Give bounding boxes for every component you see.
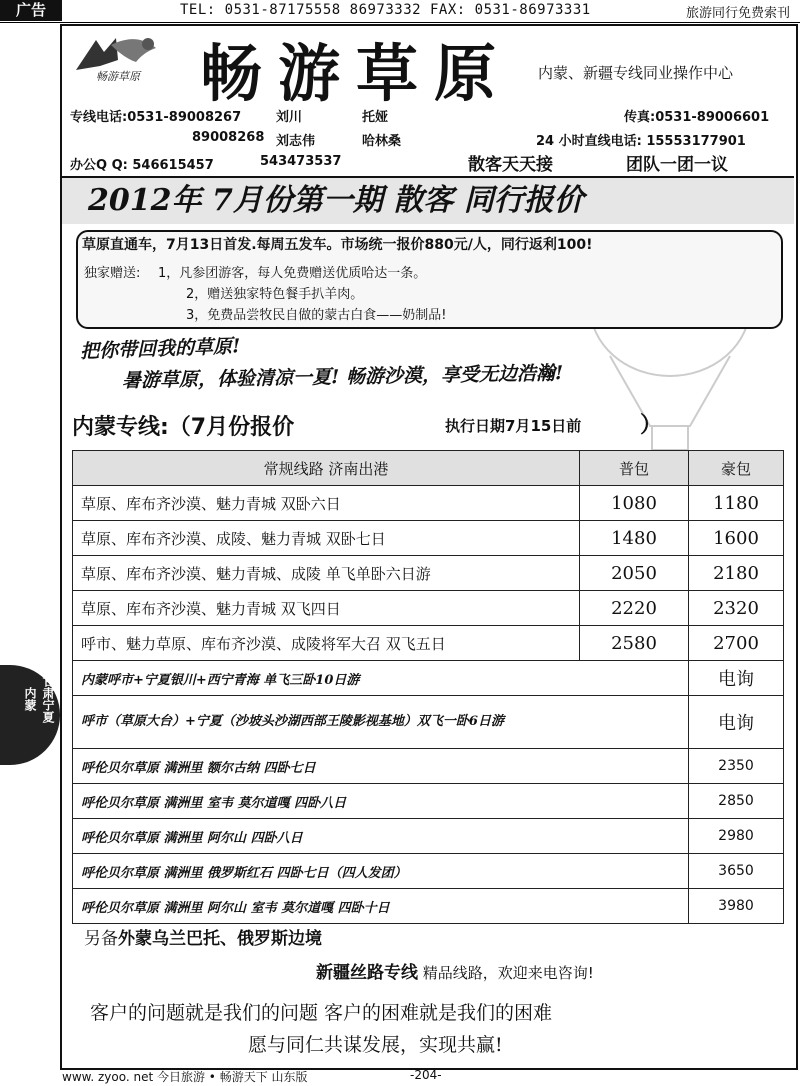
route-cell: 草原、库布齐沙漠、魅力青城 双卧六日 (73, 486, 580, 521)
route-cell: 呼伦贝尔草原 满洲里 室韦 莫尔道嘎 四卧八日 (73, 784, 689, 819)
slogan-left: 散客天天接 (468, 155, 553, 175)
table-row (73, 591, 784, 626)
contact-person-3: 刘志伟 (276, 134, 316, 149)
price-cell: 3980 (689, 889, 784, 924)
route-cell: 草原、库布齐沙漠、成陵、魅力青城 双卧七日 (73, 521, 580, 556)
table-row (73, 749, 784, 784)
std-price: 2050 (580, 556, 689, 591)
lux-price: 1180 (689, 486, 784, 521)
brand-name: 畅游草原 (200, 37, 513, 110)
table-row (73, 854, 784, 889)
std-price: 2220 (580, 591, 689, 626)
footer-text: www. zyoo. net 今日旅游 • 畅游天下 山东版 (62, 1070, 308, 1084)
table-row (73, 486, 784, 521)
contact-person-4: 哈林桑 (362, 134, 402, 149)
issue-title: 2012年 7月份第一期 散客 同行报价 (62, 178, 794, 224)
lux-price: 1600 (689, 521, 784, 556)
std-price: 2580 (580, 626, 689, 661)
gift-item: 3，免费品尝牧民自做的蒙古白食——奶制品! (186, 308, 447, 323)
extra-highlight-2: 新疆丝路专线 (316, 963, 418, 983)
region-side-tab (0, 665, 60, 765)
price-cell: 3650 (689, 854, 784, 889)
table-row (73, 889, 784, 924)
route-cell: 呼伦贝尔草原 满洲里 阿尔山 四卧八日 (73, 819, 689, 854)
table-row (73, 819, 784, 854)
section-paren: ） (640, 413, 663, 438)
std-price: 1080 (580, 486, 689, 521)
top-right-note: 旅游同行免费索刊 (685, 6, 790, 21)
price-cell: 2980 (689, 819, 784, 854)
logo-caption: 畅游草原 (96, 70, 140, 83)
section-title: 内蒙专线:（7月份报价 (72, 415, 295, 440)
contact-person-2: 托娅 (362, 110, 389, 125)
brand-subtitle: 内蒙、新疆专线同业操作中心 (538, 64, 734, 82)
hotline-24h: 24 小时直线电话: 15553177901 (536, 134, 746, 149)
price-cell: 2350 (689, 749, 784, 784)
section-date: 执行日期7月15日前 (445, 417, 582, 435)
table-row (73, 784, 784, 819)
route-cell: 呼伦贝尔草原 满洲里 额尔古纳 四卧七日 (73, 749, 689, 784)
price-cell: 电询 (689, 661, 784, 696)
extra-routes-1 (84, 924, 322, 949)
brand-logo (66, 30, 186, 86)
top-contact: TEL: 0531-87175558 86973332 FAX: 0531-86973331 (180, 2, 591, 18)
route-cell: 呼市、魅力草原、库布齐沙漠、成陵将军大召 双飞五日 (73, 626, 580, 661)
promo-slogan-2: 暑游草原，体验清凉一夏! 畅游沙漠，享受无边浩瀚! (121, 362, 564, 392)
ad-label: 广告 (0, 0, 62, 21)
std-price: 1480 (580, 521, 689, 556)
closing-line-2: 愿与同仁共谋发展，实现共赢! (248, 1034, 503, 1056)
lux-price: 2320 (689, 591, 784, 626)
hotline-label: 专线电话:0531-89008267 (70, 110, 242, 125)
price-cell: 2850 (689, 784, 784, 819)
table-row (73, 661, 784, 696)
lux-price: 2180 (689, 556, 784, 591)
hotline-2: 89008268 (192, 130, 265, 145)
gift-item: 2，赠送独家特色餐手扒羊肉。 (186, 287, 364, 302)
fax-number: 传真:0531-89006601 (624, 110, 770, 125)
gift-item: 1，凡参团游客，每人免费赠送优质哈达一条。 (158, 266, 427, 281)
extra-highlight-1: 外蒙乌兰巴托、俄罗斯边境 (118, 929, 322, 949)
lux-price: 2700 (689, 626, 784, 661)
extra-prefix: 另备 (84, 929, 118, 949)
header-deluxe: 豪包 (689, 451, 784, 486)
header-route: 常规线路 济南出港 (73, 451, 580, 486)
route-cell: 草原、库布齐沙漠、魅力青城、成陵 单飞单卧六日游 (73, 556, 580, 591)
qq-number-2: 543473537 (260, 154, 342, 169)
extra-suffix: 精品线路，欢迎来电咨询! (422, 964, 594, 982)
side-tab-left: 内蒙 (23, 687, 37, 711)
page-number: -204- (410, 1068, 442, 1082)
slogan-right: 团队一团一议 (626, 155, 728, 175)
route-cell: 呼伦贝尔草原 满洲里 俄罗斯红石 四卧七日（四人发团） (73, 854, 689, 889)
table-row (73, 696, 784, 749)
route-cell: 呼伦贝尔草原 满洲里 阿尔山 室韦 莫尔道嘎 四卧十日 (73, 889, 689, 924)
gift-label: 独家赠送: (84, 266, 141, 281)
price-cell: 电询 (689, 696, 784, 749)
table-header (73, 451, 784, 486)
price-table (72, 450, 784, 924)
promo-slogan-1: 把你带回我的草原! (79, 335, 241, 363)
table-row (73, 556, 784, 591)
route-cell: 草原、库布齐沙漠、魅力青城 双飞四日 (73, 591, 580, 626)
table-row (73, 521, 784, 556)
notice-headline: 草原直通车，7月13日首发.每周五发车。市场统一报价880元/人，同行返利100! (82, 237, 593, 253)
route-cell: 内蒙呼市+宁夏银川+西宁青海 单飞三卧10日游 (73, 661, 689, 696)
table-row (73, 626, 784, 661)
qq-number: 办公Q Q: 546615457 (70, 158, 214, 173)
route-cell: 呼市（草原大台）+宁夏（沙坡头沙湖西部王陵影视基地）双飞一卧6日游 (73, 696, 689, 749)
header-standard: 普包 (580, 451, 689, 486)
extra-routes-2 (316, 958, 594, 983)
closing-line-1: 客户的问题就是我们的问题 客户的困难就是我们的困难 (90, 1002, 553, 1024)
contact-person-1: 刘川 (276, 110, 303, 125)
side-tab-right: 甘肃宁夏 (41, 675, 55, 723)
